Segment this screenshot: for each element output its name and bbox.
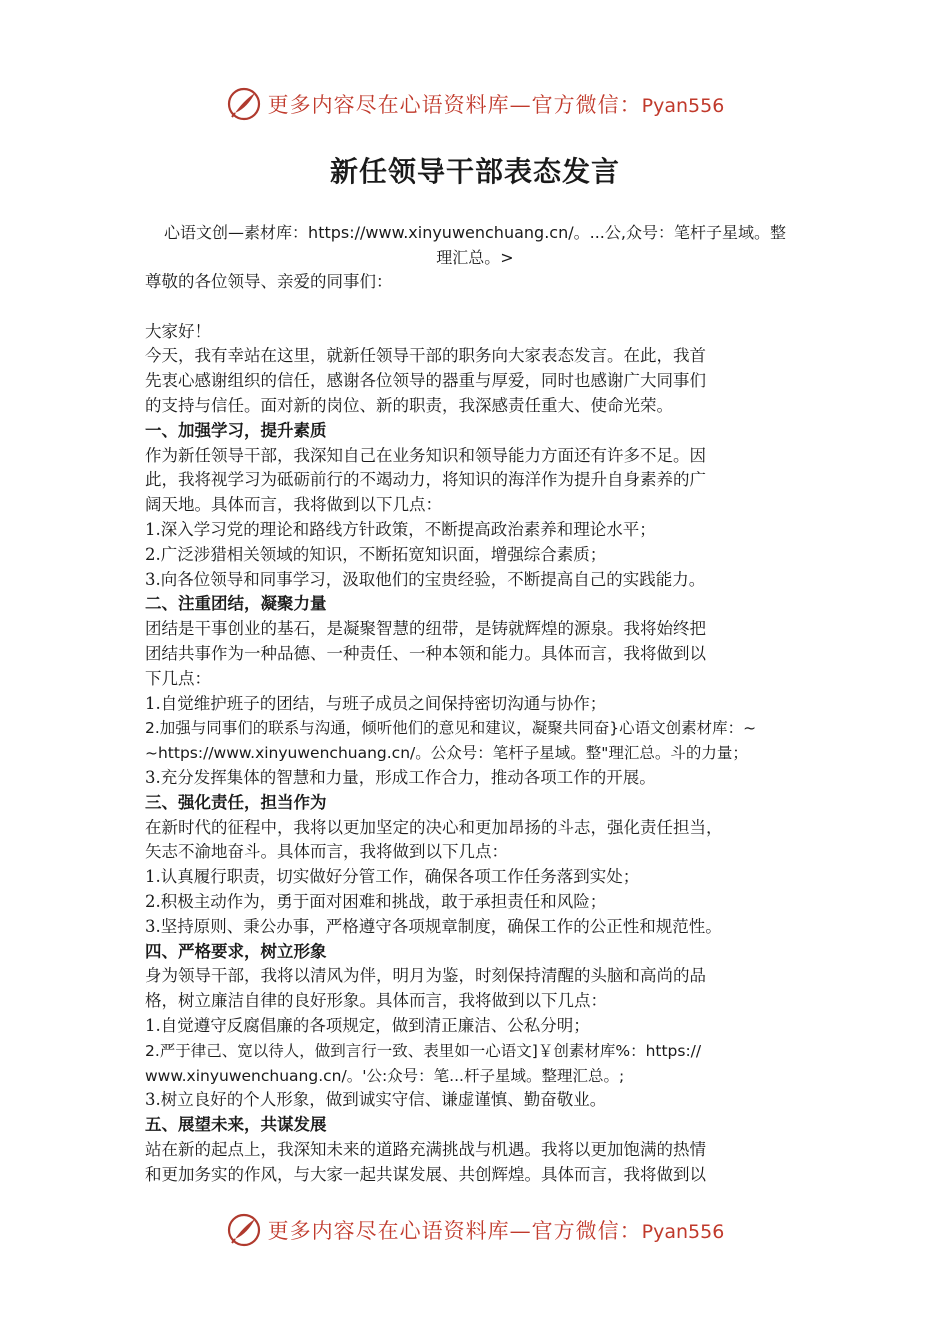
source-note bbox=[130, 220, 820, 270]
paragraph-line: 尊敬的各位领导、亲爱的同事们： bbox=[145, 272, 393, 291]
paragraph-line: 先衷心感谢组织的信任，感谢各位领导的器重与厚爱，同时也感谢广大同事们 bbox=[145, 371, 706, 391]
section-heading: 二、注重团结，凝聚力量 bbox=[145, 594, 327, 614]
page-title: 新任领导干部表态发言 bbox=[329, 155, 620, 188]
section-heading: 五、展望未来，共谋发展 bbox=[145, 1115, 327, 1135]
paragraph-line: 1.深入学习党的理论和路线方针政策，不断提高政治素养和理论水平； bbox=[145, 519, 656, 539]
header-banner bbox=[0, 82, 950, 126]
section-heading: 四、严格要求，树立形象 bbox=[145, 941, 327, 961]
paragraph-line: 作为新任领导干部，我深知自己在业务知识和领导能力方面还有许多不足。因 bbox=[145, 445, 706, 465]
paragraph-line: 2.积极主动作为，勇于面对困难和挑战，敢于承担责任和风险； bbox=[145, 891, 607, 911]
paragraph-line: 3.坚持原则、秉公办事，严格遵守各项规章制度，确保工作的公正性和规范性。 bbox=[145, 916, 722, 936]
paragraph-line: 3.充分发挥集体的智慧和力量，形成工作合力，推动各项工作的开展。 bbox=[145, 767, 656, 787]
paragraph-line: 团结是干事创业的基石，是凝聚智慧的纽带，是铸就辉煌的源泉。我将始终把 bbox=[145, 619, 706, 639]
banner-text: 更多内容尽在心语资料库—官方微信：Pyan556 bbox=[267, 93, 725, 117]
paragraph-line: www.xinyuwenchuang.cn/。'公:众号：笔...杆子星域。整理汇总。; bbox=[145, 1066, 625, 1085]
section-heading: 一、加强学习，提升素质 bbox=[145, 420, 327, 440]
footer-banner bbox=[0, 1208, 950, 1252]
section-heading: 三、强化责任，担当作为 bbox=[145, 792, 327, 812]
paragraph-line: 站在新的起点上，我深知未来的道路充满挑战与机遇。我将以更加饱满的热情 bbox=[145, 1139, 706, 1159]
paragraph-line: 今天，我有幸站在这里，就新任领导干部的职务向大家表态发言。在此，我首 bbox=[145, 346, 706, 366]
paragraph-line: 2.加强与同事们的联系与沟通，倾听他们的意见和建议，凝聚共同奋}心语文创素材库：~ bbox=[145, 719, 757, 738]
quill-pen-logo-icon bbox=[226, 86, 262, 122]
source-note-line: 理汇总。> bbox=[436, 248, 514, 267]
paragraph-line: 的支持与信任。面对新的岗位、新的职责，我深感责任重大、使命光荣。 bbox=[145, 395, 673, 415]
document-body bbox=[145, 270, 817, 1187]
paragraph-line: 阔天地。具体而言，我将做到以下几点： bbox=[145, 495, 442, 515]
quill-pen-logo-icon bbox=[226, 1212, 262, 1248]
paragraph-line: 格，树立廉洁自律的良好形象。具体而言，我将做到以下几点： bbox=[145, 991, 607, 1011]
paragraph-line: 在新时代的征程中，我将以更加坚定的决心和更加昂扬的斗志，强化责任担当， bbox=[145, 817, 723, 837]
paragraph-line: 下几点： bbox=[145, 668, 211, 688]
paragraph-line: 矢志不渝地奋斗。具体而言，我将做到以下几点： bbox=[145, 842, 508, 862]
paragraph-line: ~https://www.xinyuwenchuang.cn/。公众号：笔杆子星域。整"理汇总。斗的力量； bbox=[145, 744, 748, 763]
paragraph-line: 1.自觉维护班子的团结，与班子成员之间保持密切沟通与协作； bbox=[145, 693, 607, 713]
paragraph-line: 大家好！ bbox=[145, 321, 211, 341]
banner-text: 更多内容尽在心语资料库—官方微信：Pyan556 bbox=[267, 1219, 725, 1243]
source-note-line: 心语文创—素材库：https://www.xinyuwenchuang.cn/。...公,众号：笔杆子星域。整 bbox=[164, 223, 786, 242]
paragraph-line: 1.认真履行职责，切实做好分管工作，确保各项工作任务落到实处； bbox=[145, 867, 640, 887]
paragraph-line: 此，我将视学习为砥砺前行的不竭动力，将知识的海洋作为提升自身素养的广 bbox=[145, 470, 706, 490]
paragraph-line: 身为领导干部，我将以清风为伴，明月为鉴，时刻保持清醒的头脑和高尚的品 bbox=[145, 966, 706, 986]
blank-line bbox=[145, 295, 817, 320]
paragraph-line: 2.严于律己、宽以待人，做到言行一致、表里如一心语文]￥创素材库%：https:// bbox=[145, 1041, 702, 1060]
paragraph-line: 3.向各位领导和同事学习，汲取他们的宝贵经验，不断提高自己的实践能力。 bbox=[145, 569, 706, 589]
paragraph-line: 和更加务实的作风，与大家一起共谋发展、共创辉煌。具体而言，我将做到以 bbox=[145, 1164, 706, 1184]
paragraph-line: 团结共事作为一种品德、一种责任、一种本领和能力。具体而言，我将做到以 bbox=[145, 643, 706, 663]
paragraph-line: 1.自觉遵守反腐倡廉的各项规定，做到清正廉洁、公私分明； bbox=[145, 1015, 590, 1035]
paragraph-line: 2.广泛涉猎相关领域的知识，不断拓宽知识面，增强综合素质； bbox=[145, 544, 607, 564]
paragraph-line: 3.树立良好的个人形象，做到诚实守信、谦虚谨慎、勤奋敬业。 bbox=[145, 1090, 607, 1110]
